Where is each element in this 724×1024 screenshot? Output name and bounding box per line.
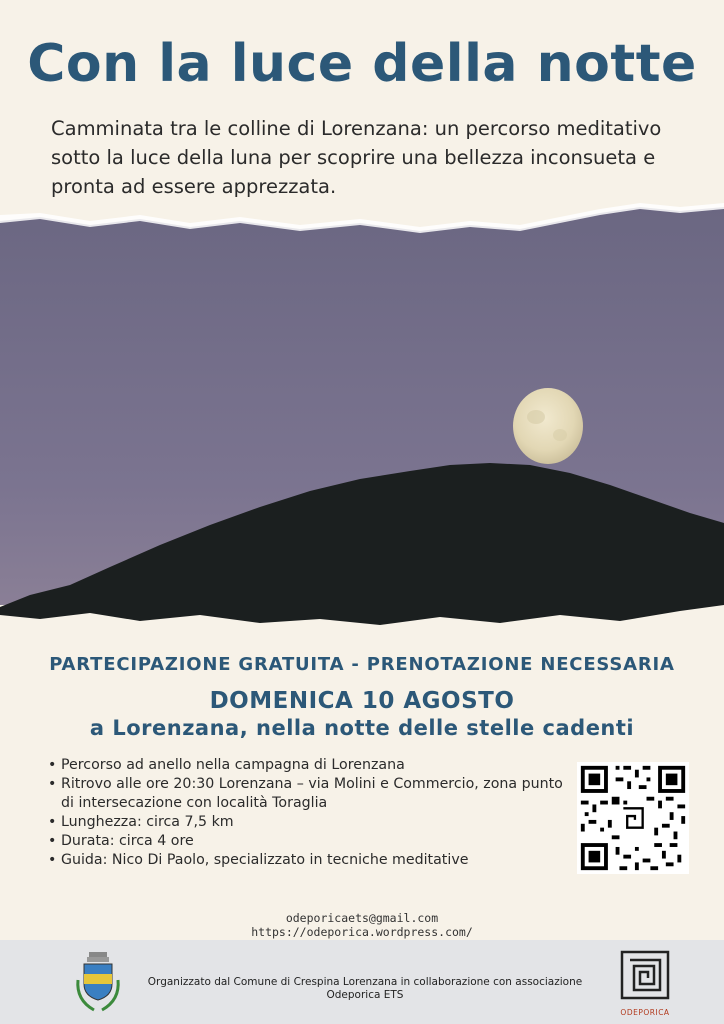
footer-bar	[0, 940, 724, 1024]
detail-meeting-point: • Ritrovo alle ore 20:30 Lorenzana – via Molini e Commercio, zona punto di intersecazione con località Toraglia	[48, 775, 568, 813]
contact-website[interactable]: https://odeporica.wordpress.com/	[251, 925, 473, 939]
organizer-credit: Organizzato dal Comune di Crespina Lorenzana in collaborazione con associazione Odeporica ETS	[147, 976, 583, 1001]
intro-text: Camminata tra le colline di Lorenzana: un percorso meditativo sotto la luce della luna per scoprire una bellezza inconsueta e pronta ad essere apprezzata.	[51, 117, 662, 198]
spiral-logo-icon	[616, 950, 674, 1008]
qr-code-icon[interactable]	[577, 762, 689, 874]
event-details-list	[48, 756, 568, 870]
detail-route: • Percorso ad anello nella campagna di Lorenzana	[48, 756, 568, 775]
contact-email[interactable]: odeporicaets@gmail.com	[285, 911, 439, 925]
moonrise-photo	[0, 195, 724, 645]
municipal-crest-icon	[72, 950, 124, 1016]
odeporica-logo	[616, 950, 674, 1020]
detail-duration: • Durata: circa 4 ore	[48, 832, 568, 851]
logo-label: ODEPORICA	[620, 1008, 670, 1017]
moon-icon	[513, 388, 583, 464]
event-date: DOMENICA 10 AGOSTO	[209, 688, 515, 714]
detail-guide: • Guida: Nico Di Paolo, specializzato in tecniche meditative	[48, 851, 568, 870]
page-title: Con la luce della notte	[27, 34, 697, 94]
event-place: a Lorenzana, nella notte delle stelle cadenti	[89, 716, 635, 740]
detail-length: • Lunghezza: circa 7,5 km	[48, 813, 568, 832]
participation-note: PARTECIPAZIONE GRATUITA - PRENOTAZIONE NECESSARIA	[49, 654, 675, 675]
